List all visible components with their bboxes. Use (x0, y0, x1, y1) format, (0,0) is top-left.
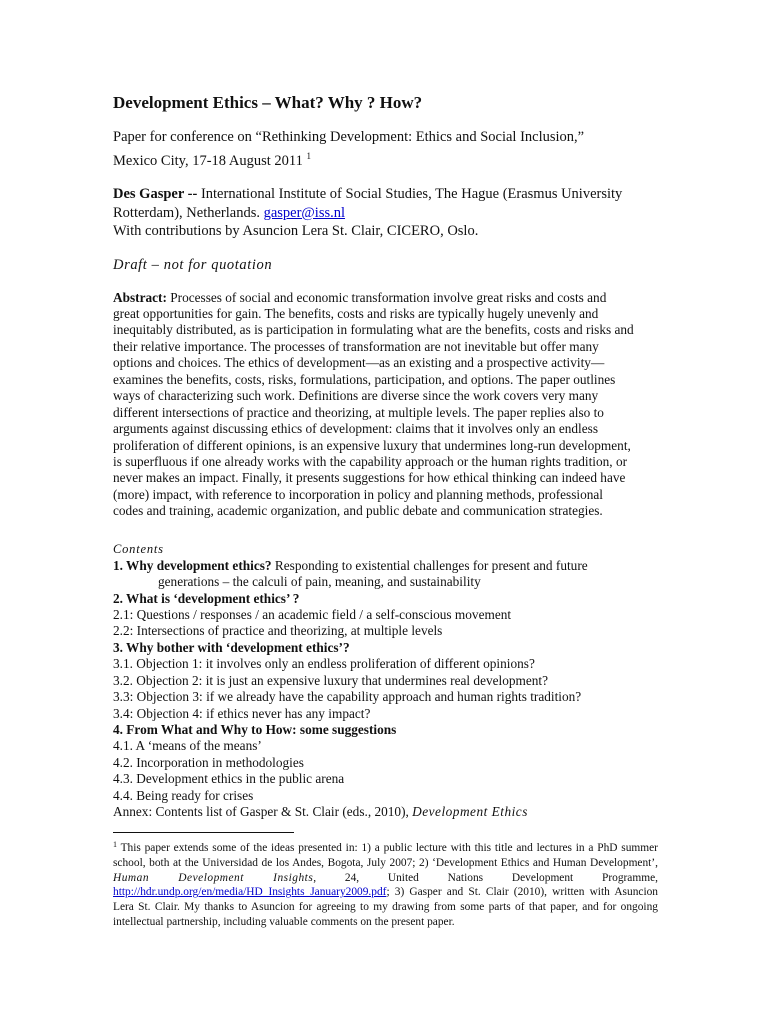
footnote-text: ; 3) Gasper and St. Clair (2010), written with Asuncion Lera St. Clair. My thanks to Asuncion for agreeing to my drawing from some parts of that paper, and for ongoing intellectual partnership, including valuable comments on the present paper. (113, 886, 658, 928)
conference-line-1: Paper for conference on “Rethinking Development: Ethics and Social Inclusion,” (113, 129, 585, 145)
conference-date: Mexico City, 17-18 August 2011 (113, 152, 303, 169)
abstract-line: options and choices. The ethics of development—as an existing and a prospective activity— (113, 355, 605, 371)
toc-annex (113, 804, 658, 820)
abstract-line: their relative importance. The processes of transformation are not inevitable but offer many (113, 338, 599, 354)
toc-section-title: 4. From What and Why to How: some suggestions (113, 721, 397, 737)
conference-line-2 (113, 147, 658, 171)
author-line-2 (113, 204, 658, 223)
author-affiliation-2: Rotterdam), Netherlands. (113, 204, 264, 221)
author-block (113, 185, 658, 241)
toc-section-title: 2. What is ‘development ethics’ ? (113, 590, 300, 606)
abstract (113, 290, 658, 520)
footnote-url-link[interactable]: http://hdr.undp.org/en/media/HD_Insights_January2009.pdf (113, 886, 387, 899)
paper-page (113, 92, 658, 820)
toc-item-2 (113, 591, 658, 607)
annex-text: Annex: Contents list of Gasper & St. Clair (eds., 2010), (113, 803, 413, 819)
footnote-divider (113, 832, 294, 833)
conference-info (113, 128, 658, 170)
footnote-text: , 24, United Nations Development Programme, (313, 871, 658, 884)
abstract-line: ways of characterizing such work. Definitions are diverse since the work covers very many (113, 388, 599, 404)
footnote-number: 1 (113, 840, 117, 849)
abstract-line: proliferation of different opinions, is an expensive luxury that undermines long-run development, (113, 437, 631, 453)
toc-item-2-1: 2.1: Questions / responses / an academic field / a self-conscious movement (113, 607, 512, 623)
abstract-line: examines the benefits, costs, risks, formulations, participation, and options. The paper outlines (113, 371, 616, 387)
footnote-reference[interactable]: 1 (306, 150, 311, 161)
abstract-label: Abstract: (113, 289, 167, 305)
toc-item-3-4: 3.4: Objection 4: if ethics never has any impact? (113, 705, 371, 721)
toc-item-4-1: 4.1. A ‘means of the means’ (113, 738, 262, 754)
page-title: Development Ethics – What? Why ? How? (113, 93, 423, 112)
abstract-line: is superfluous if one already works with the capability approach or the human rights tradition, or (113, 454, 628, 470)
author-email-link[interactable]: gasper@iss.nl (263, 204, 346, 221)
toc-item-1-continued: generations – the calculi of pain, meaning, and sustainability (158, 574, 481, 590)
contributions-line: With contributions by Asuncion Lera St. Clair, CICERO, Oslo. (113, 223, 479, 239)
abstract-line: arguments against discussing ethics of development: claims that it involves only an endless (113, 421, 599, 437)
footnote-text: This paper extends some of the ideas presented in: 1) a public lecture with this title and lectures in a PhD summer school, both at the Universidad de los Andes, Bogota, July 2007; 2) ‘Development Ethics and Human Development’, (113, 842, 658, 869)
author-separator: -- (184, 186, 201, 202)
author-line-1 (113, 185, 658, 204)
annex-book-title: Development Ethics (412, 803, 528, 819)
abstract-line: inequitably distributed, as is participation in formulating what are the benefits, costs and risks and (113, 322, 634, 338)
toc-item-4-2: 4.2. Incorporation in methodologies (113, 754, 304, 770)
toc-item-2-2: 2.2: Intersections of practice and theorizing, at multiple levels (113, 623, 443, 639)
abstract-line: great opportunities for gain. The benefits, costs and risks are typically hugely unevenly and (113, 305, 599, 321)
abstract-line: Processes of social and economic transformation involve great risks and costs and (166, 289, 607, 305)
draft-note: Draft – not for quotation (113, 256, 273, 273)
toc-item-3-2: 3.2. Objection 2: it is just an expensive luxury that undermines real development? (113, 672, 548, 688)
abstract-line: codes and training, academic organization, and public debate and communication strategies. (113, 503, 603, 519)
author-name: Des Gasper (113, 186, 185, 202)
footnote-journal-title: Human Development Insights (113, 871, 314, 884)
toc-item-3-3: 3.3: Objection 3: if we already have the capability approach and human rights tradition? (113, 689, 582, 705)
author-affiliation-1: International Institute of Social Studies, The Hague (Erasmus University (200, 186, 623, 202)
toc-item-4 (113, 722, 658, 738)
toc-item-1 (113, 558, 658, 574)
contents-heading: Contents (113, 541, 164, 556)
toc-section-subtitle: Responding to existential challenges for present and future (271, 557, 588, 573)
abstract-line: different intersections of practice and theorizing, at multiple levels. The paper replies also to (113, 404, 604, 420)
toc-section-title: 1. Why development ethics? (113, 557, 272, 573)
table-of-contents (113, 558, 658, 821)
toc-item-4-3: 4.3. Development ethics in the public arena (113, 771, 345, 787)
toc-item-3-1: 3.1. Objection 1: it involves only an endless proliferation of different opinions? (113, 656, 535, 672)
toc-section-title: 3. Why bother with ‘development ethics’? (113, 639, 350, 655)
toc-item-3 (113, 640, 658, 656)
abstract-line: (more) impact, with reference to incorporation in policy and planning methods, professional (113, 486, 603, 502)
footnote (113, 838, 658, 930)
abstract-line: never makes an impact. Finally, it presents suggestions for how ethical thinking can indeed have (113, 470, 626, 486)
toc-item-4-4: 4.4. Being ready for crises (113, 787, 254, 803)
